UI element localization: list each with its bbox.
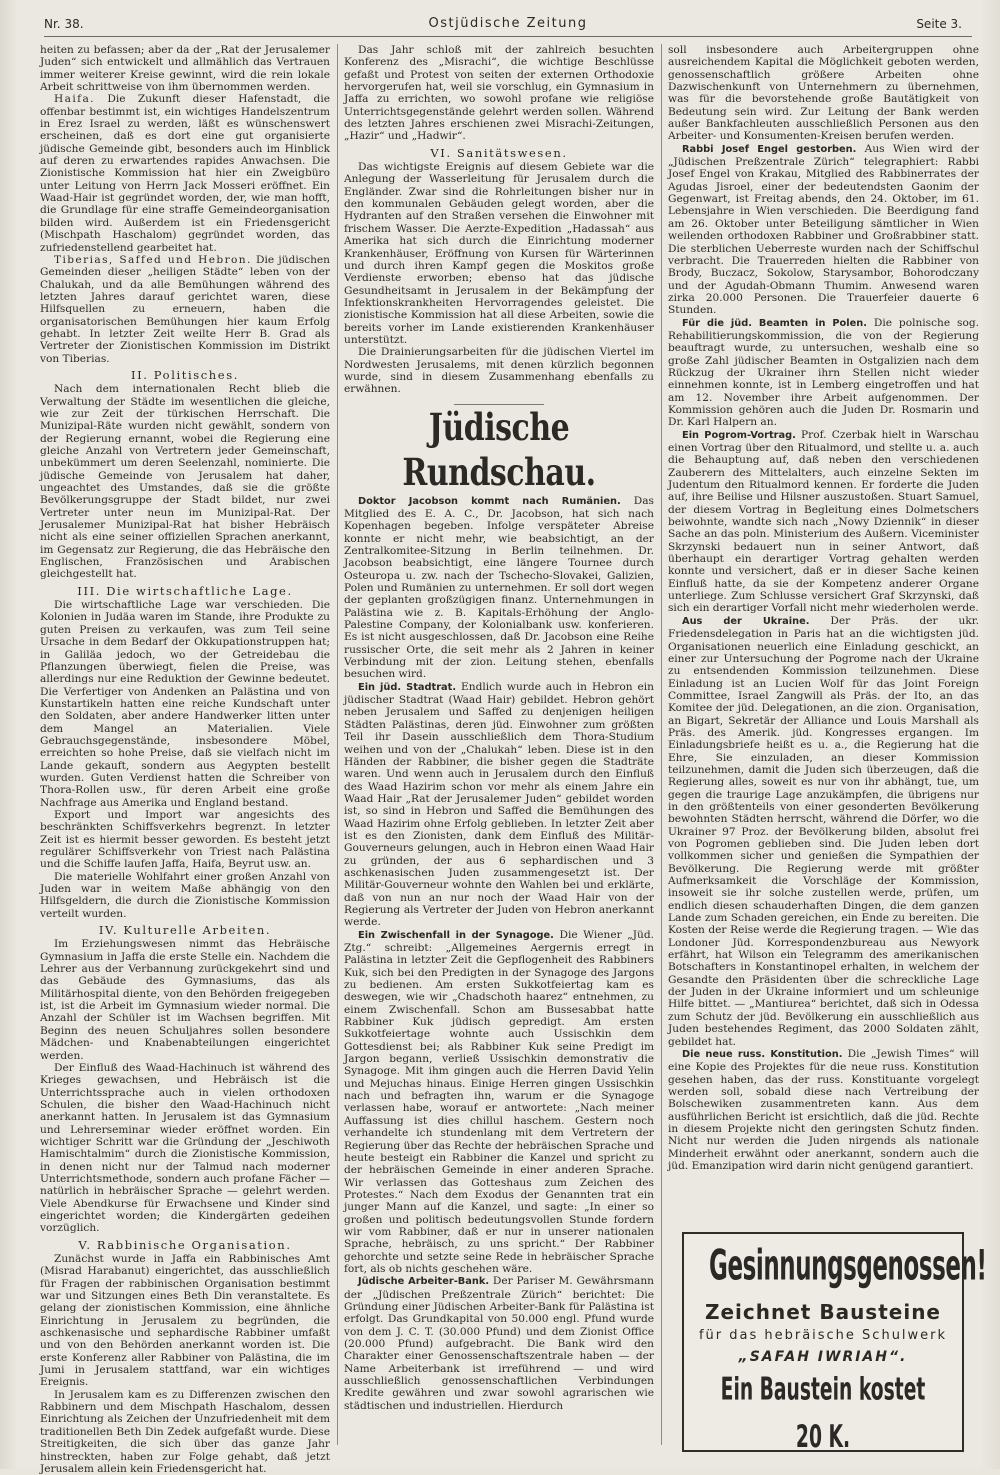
news-item: Aus der Ukraine. Der Präs. der ukr. Friedensdelegation in Paris hat an die wichtigsten jüd. Organisationen neuerlich eine Einladung geschickt, an einer zur Untersuchung der Pogrome nach der Ukraine zu entsendenden Kommission teilzunehmen. Diese Einladung ist an Lucien Wolf für das Joint Foreign Committee, Israel Zangwill als Präs. der Ito, an das Komitee der jüd. Delegationen, an die zion. Organisation, an Bigart, Sekretär der Alliance und Louis Marshall als Präs. des Amerik. jüd. Kongresses ergangen. Im Einladungsbriefe heißt es u. a., die Regierung hat die Ehre, Sie einzuladen, an dieser Kommission teilzunehmen, damit die Juden sich überzeugen, daß die Regierung alles, soweit es nur von ihr abhängt, tue, um gegen die traurige Lage anzukämpfen, die übrigens nur in den größtenteils von einer gesonderten Bevölkerung bewohnten Städten herrscht, während die Dörfer, wo die Ukrainer 97 Proz. der Bevölkerung bilden, absolut frei von Pogromen geblieben sind. Die Juden leben dort vollkommen sicher und genießen die Sympathien der Bevölkerung. Die Regierung werde mit größter Aufmerksamkeit die Vorschläge der Kommission, insoweit sie ihr solche zustellen werde, prüfen, um endlich diesen schauderhaften Dingen, die dem ganzen Lande zum Schaden gereichen, ein Ende zu bereiten. Die Kosten der Reise werde die Regierung tragen. — Wie das Londoner Jüd. Korrespondenzbureau aus Newyork erfährt, hat Wilson ein Telegramm des amerikanischen Botschafters in Konstantinopel erhalten, in welchem der Gesandte den Präsidenten über die schreckliche Lage der Juden in der Ukraine informiert und um schleunige Hilfe bittet. — „Mantiurea“ berichtet, daß sich in Odessa zum Schutz der jüd. Bevölkerung ein ausschließlich aus Juden bestehendes Regiment, das 2000 Soldaten zählt, gebildet hat. (668, 614, 980, 1048)
news-headline: Aus der Ukraine. (682, 615, 810, 627)
column-3 (668, 44, 979, 1221)
paragraph: Das wichtigste Ereignis auf diesem Gebiete war die Anlegung der Wasserleitung für Jerusalem durch die Engländer. Zwar sind die Rohrleitungen bisher nur in den kommunalen Gebäuden gelegt worden, aber die Hydranten auf den Straßen versehen die Einwohner mit frischem Wasser. Die Aerzte-Expedition „Hadassah“ aus Amerika hat sich durch die Einrichtung moderner Krankenhäuser, Eröffnung von Kursen für Wärterinnen und durch ihren Kampf gegen die Moskitos große Verdienste erworben; ebenso hat das jüdische Gesundheitsamt in Jerusalem in der Bekämpfung der Infektionskrankheiten Hervorragendes geleistet. Die zionistische Kommission hat all diese Arbeiten, sowie die bereits vorher im Lande existierenden Krankenhäuser unterstützt. (344, 161, 654, 346)
column-1 (40, 44, 330, 1475)
ad-subheadline: Zeichnet Bausteine (704, 1300, 941, 1324)
section-masthead: Jüdische Rundschau. (402, 405, 596, 495)
paragraph-lead: Haifa. (54, 93, 95, 106)
news-item: Ein Pogrom-Vortrag. Prof. Czerbak hielt in Warschau einen Vortrag über den Ritualmord, und stellte u. a. auch die Behauptung auf, daß neben den verschiedenen Zauberern des Mittelalters, auch einzelne Sekten im Judentum den Ritualmord kennen. Er forderte die Juden auf, ihre Beilise und Hilsner auszustoßen. Stuart Samuel, der diesem Vortrag in Begleitung eines Dolmetschers beiwohnte, wandte sich nach „Nowy Dziennik“ in dieser Sache an das poln. Ministerium des Außern. Viceminister Skrzynski bedauert nun in seiner Antwort, daß überhaupt ein derartiger Vortrag gehalten werden konnte und versichert, daß er in dieser Sache keinen Einfluß hatte, da sie der Kompetenz anderer Organe unterliege. Zum Schlusse versichert Graf Skrzynski, daß sich ein derartiger Vorfall nicht mehr wiederholen werde. (668, 428, 980, 615)
news-headline: Ein Pogrom-Vortrag. (682, 429, 796, 441)
paragraph: Export und Import war angesichts des beschränkten Schiffsverkehrs begrenzt. In letzter Zeit ist es hiermit besser geworden. Es besteht jetzt regulärer Schiffsverkehr von Triest nach Palästina und die Schiffe laufen Jaffa, Haifa, Beyrut usw. an. (40, 808, 330, 871)
ad-name: „SAFAH IWRIAH“. (738, 1349, 908, 1365)
ad-text: für das hebräische Schulwerk (698, 1328, 948, 1343)
paragraph: Die wirtschaftliche Lage war verschieden. Die Kolonien in Judäa waren im Stande, ihre Produkte zu guten Preisen zu verkaufen, was zum Teil seine Ursache in dem Bedarf der Okkupationstruppen hat; in Galiläa jedoch, wo der Getreidebau die Pflanzungen überwiegt, fielen die Preise, was allerdings nur eine Reduktion der Gewinne bedeutet. Die Verfertiger von Andenken an Palästina und von Kunstartikeln hatten eine reiche Kundschaft unter den Soldaten, aber andere Handwerker litten unter dem Mangel an Materialien. Viele Gebrauchsgegenstände, insbesondere Möbel, erreichten so hohe Preise, daß sie vielfach nicht im Lande gekauft, sondern aus Aegypten bestellt wurden. Guten Verdienst hatten die Schreiber von Thora-Rollen usw., für deren Arbeit eine große Nachfrage aus Amerika und England bestand. (40, 599, 330, 809)
section-heading: III. Die wirtschaftliche Lage. (77, 583, 293, 598)
paragraph: Nach dem internationalen Recht blieb die Verwaltung der Städte im wesentlichen die gleiche, wie zur Zeit der türkischen Herrschaft. Die Munizipal-Räte wurden nicht gewählt, sondern von der Regierung ernannt, wobei die Regierung eine gleiche Anzahl von Vertretern jeder Gemeinschaft, unbekümmert um deren Seelenzahl, nominierte. Die jüdische Gemeinde von Jerusalem hat daher, ungeachtet des Umstandes, daß sie die größte Bevölkerungsgruppe der Stadt bildet, nur zwei Vertreter unter neun im Munizipal-Rat. Der Jerusalemer Munizipal-Rat hat bisher Hebräisch nicht als eine seiner offiziellen Sprachen anerkannt, im Gegensatz zur Regierung, die das Hebräische den Englischen, Französischen und Arabischen gleichgestellt hat. (40, 383, 330, 581)
news-headline: Die neue russ. Konstitution. (682, 1048, 843, 1060)
page-number: Seite 3. (916, 17, 962, 31)
paragraph: Die Drainierungsarbeiten für die jüdischen Viertel im Nordwesten Jerusalems, mit denen kürzlich begonnen wurde, sind in diesem Zusammenhang ebenfalls zu erwähnen. (344, 346, 654, 396)
section-heading: VI. Sanitätswesen. (430, 145, 568, 160)
column-2 (344, 44, 654, 1453)
page-header (44, 14, 972, 37)
news-headline: Ein jüd. Stadtrat. (358, 681, 457, 693)
news-item: Jüdische Arbeiter-Bank. Der Pariser M. Gewährsmann der „Jüdischen Preßzentrale Zürich“ berichtet: Die Gründung einer Jüdischen Arbeiter-Bank für Palästina ist erfolgt. Das Grundkapital von 50.000 engl. Pfund wurde von dem J. C. T. (30.000 Pfund) und dem Zionist Office (20.000 Pfund) aufgebracht. Die Bank wird den Charakter einer Genossenschaftszentrale haben — der Name Arbeiterbank ist irreführend — und wird ausschließlich genossenschaftlichen Verbindungen Kredite gewähren und zwar sowohl agrarischen wie städtischen und industriellen. Hierdurch (344, 1275, 654, 1412)
news-item: Ein jüd. Stadtrat. Endlich wurde auch in Hebron ein jüdischer Stadtrat (Waad Hair) gebildet. Hebron gehört neben Jerusalem und Saffed zu denjenigen heiligen Städten Palästinas, deren jüd. Einwohner zum größten Teil ihr Dasein ausschließlich dem Thora-Studium weihen und von der „Chalukah“ leben. Diese ist in den Händen der Rabbiner, die bisher gegen die Stadträte waren. Und wenn auch in Jerusalem durch den Einfluß des Waad Hazirim schon vor mehr als einem Jahre ein Waad Hair „Rat der Jerusalemer Juden“ gebildet worden ist, so sind in Hebron und Saffed die Bemühungen des Waad Hazirim ohne Erfolg geblieben. In letzter Zeit aber ist es den Zionisten, dank dem Einfluß des Militär-Gouverneurs gelungen, auch in Hebron einen Waad Hair zu gründen, der aus 6 sephardischen und 3 aschkenasischen Juden zusammengesetzt ist. Der Militär-Gouverneur wohnte den Wahlen bei und erklärte, daß von nun an nur noch der Waad Hair von der Regierung als Vertreter der Juden von Hebron anerkannt werde. (344, 680, 654, 929)
paragraph: Das Jahr schloß mit der zahlreich besuchten Konferenz des „Misrachi“, die wichtige Beschlüsse gefaßt und Protest von seiten der externen Orthodoxie hervorgerufen hat, weil sie vorschlug, ein Gymnasium in Jaffa zu errichten, wo sowohl profane wie religiöse Unterrichtsgegenstände gelehrt werden sollen. Während des letzten Jahres erschienen zwei Misrachi-Zeitungen, „Hazir“ und „Hadwir“. (344, 44, 654, 143)
issue-number: Nr. 38. (44, 17, 84, 31)
news-item: Doktor Jacobson kommt nach Rumänien. Das Mitglied des E. A. C., Dr. Jacobson, hat sich nach Kopenhagen begeben. Infolge verspäteter Abreise konnte er nicht mehr, wie beabsichtigt, an der Zentralkomitee-Sitzung in Berlin teilnehmen. Dr. Jacobson beabsichtigt, eine längere Tournee durch Osteuropa u. zw. nach der Tschecho-Slovakei, Galizien, Polen und Rumänien zu unternehmen. Er soll dort wegen der geplanten großzügigen finanz. Unternehmungen in Palästina wie z. B. Kapitals-Erhöhung der Anglo-Palestine Company, der Kolonialbank usw. konferieren. Es ist nicht ausgeschlossen, daß Dr. Jacobson eine Reihe russischer Orte, die seit mehr als 2 Jahren in keiner Verbindung mit der zion. Leitung stehen, ebenfalls besuchen wird. (344, 494, 654, 681)
news-headline: Ein Zwischenfall in der Synagoge. (358, 929, 554, 941)
ad-price: Ein Baustein kostet 20 K. (720, 1373, 926, 1456)
column-divider (661, 44, 662, 1445)
paragraph-lead: Tiberias, Saffed und Hebron. (54, 253, 252, 266)
news-item: Rabbi Josef Engel gestorben. Aus Wien wird der „Jüdischen Preßzentrale Zürich“ telegraphiert: Rabbi Josef Engel von Krakau, Mitglied des Rabbinerrates der Agudas Jisroel, einer der bedeutendsten Gaonim der Gegenwart, ist Freitag abends, den 24. Oktober, im 61. Lebensjahre in Wien verschieden. Die Beerdigung fand am 26. Oktober unter Beteiligung sämtlicher in Wien weilenden orthodoxen Rabbiner und Großrabbiner statt. Die sterblichen Ueberreste wurden nach der Schiffschul verbracht. Die Trauerreden hielten die Rabbiner von Brody, Buczacz, Sokolow, Starysambor, Bohorodczany und der Agudah-Obmann Thumim. Anwesend waren zirka 20.000 Personen. Die Trauerfeier dauerte 6 Stunden. (668, 142, 980, 317)
news-item: Ein Zwischenfall in der Synagoge. Die Wiener „Jüd. Ztg.“ schreibt: „Allgemeines Aergernis erregt in Palästina in letzter Zeit die Gepflogenheit des Rabbiners Kuk, sich bei den Predigten in der Synagoge des Jargons zu bedienen. Am ersten Sukkotfeiertag kam es deswegen, wie wir „Chadschoth haarez“ entnehmen, zu einem Zwischenfall. Schon am Bussesabbat hatte Rabbiner Kuk jüdisch gepredigt. Am ersten Sukkotfeiertage wohnte auch Ussischkin dem Gottesdienst bei; als Rabbiner Kuk seine Predigt im Jargon begann, verließ Ussischkin demonstrativ die Synagoge. Mit ihm gingen auch die Herren David Yelin und Mejuchas hinaus. Einige Herren gingen Ussischkin nach und befragten ihn, warum er die Synagoge verlassen habe, worauf er antwortete: „Nach meiner Auffassung ist dies chillul haschem. Gestern noch verhandelte ich stundenlang mit dem Vertretern der Regierung über das Rechte der hebräischen Sprache und heute besteigt ein Rabbiner die Kanzel und spricht zu der hebräischen Gemeinde in einer anderen Sprache. Wir verlassen das Gotteshaus zum Zeichen des Protestes.“ Nach dem Exodus der Genannten trat ein junger Mann auf die Kanzel, und sagte: „In einer so großen und politisch bedeutungsvollen Stunde fordern wir vom Rabbiner, daß er nur in unserer nationalen Sprache, hebräisch, zu uns spricht.“ Der Rabbiner gehorchte und setzte seine Rede in hebräischer Sprache fort, als ob nichts geschehen wäre. (344, 928, 654, 1275)
paragraph: Zunächst wurde in Jaffa ein Rabbinisches Amt (Misrad Harabanut) eingerichtet, das ausschließlich für Fragen der rabbinischen Organisation bestimmt war und Sitzungen eines Beth Din veranstaltete. Es gelang der zionistischen Kommission, eine ähnliche Einrichtung in Jerusalem zu begründen, die aschkenasische und sephardische Rabbiner umfaßt und von den Behörden anerkannt worden ist. Die erste Konferenz aller Rabbiner von Palästina, die im Jumi in Jerusalem stattfand, war ein wichtiges Ereignis. (40, 1253, 330, 1389)
news-headline: Rabbi Josef Engel gestorben. (682, 143, 857, 155)
column-divider (337, 44, 338, 1445)
paragraph: Haifa. Die Zukunft dieser Hafenstadt, die offenbar bestimmt ist, ein wichtiges Handelszentrum in Erez Israel zu werden, läßt es wünschenswert erscheinen, daß es dort eine gut organisierte jüdische Gemeinde gibt, besonders auch im Hinblick auf deren zu erwartendes rapides Anwachsen. Die Zionistische Kommission hat hier ein Zweigbüro unter Leitung von Herrn Jack Mosseri eröffnet. Ein Waad-Hair ist gegründet worden, der, wie man hofft, die Grundlage für eine straffe Gemeindeorganisation bilden wird. Außerdem ist ein Friedensgericht (Mischpath Haschalom) gegründet worden, das zufriedenstellend gearbeitet hat. (40, 93, 330, 254)
paragraph: heiten zu befassen; aber da der „Rat der Jerusalemer Juden“ sich entwickelt und allmählich das Vertrauen immer weiterer Kreise gewinnt, wird die rein lokale Arbeit schrittweise von ihm übernommen werden. (40, 44, 330, 94)
news-item: Für die jüd. Beamten in Polen. Die polnische sog. Rehabilitierungskommission, die von der Regierung beauftragt wurde, zu untersuchen, weshalb eine so große Zahl jüdischer Beamten in Ostgalizien nach dem Rückzug der Ukrainer ihrn Stellen nicht wieder einnehmen konnte, ist in Lemberg eingetroffen und hat am 12. November ihre Arbeit aufgenommen. Der Kommission gehören auch die Juden Dr. Rosmarin und Dr. Karl Halpern an. (668, 316, 979, 429)
paragraph: In Jerusalem kam es zu Differenzen zwischen den Rabbinern und dem Mischpath Haschalom, dessen Einrichtung als Zeichen der Unzufriedenheit mit dem traditionellen Beth Din Zedek aufgefaßt wurde. Diese Streitigkeiten, die sich über das ganze Jahr hinstreckten, haben zur Folge gehabt, daß jetzt Jerusalem allein kein Friedensgericht hat. (40, 1388, 330, 1475)
paragraph: Die materielle Wohlfahrt einer großen Anzahl von Juden war in weitem Maße abhängig von den Hilfsgeldern, die durch die Zionistische Kommission verteilt wurden. (40, 870, 330, 920)
news-headline: Doktor Jacobson kommt nach Rumänien. (358, 495, 621, 507)
divider (454, 404, 544, 405)
advertisement-box (682, 1232, 987, 1456)
news-headline: Jüdische Arbeiter-Bank. (358, 1276, 490, 1288)
section-heading: II. Politisches. (131, 367, 239, 382)
paragraph: Im Erziehungswesen nimmt das Hebräische Gymnasium in Jaffa die erste Stelle ein. Nachdem die Lehrer aus der Verbannung zurückgekehrt sind und das Gebäude des Gymnasiums, das als Militärhospital diente, von den Behörden freigegeben ist, ist die Arbeit im Gymnasium wieder normal. Die Anzahl der Schüler ist im Wachsen begriffen. Mit Beginn des neuen Schuljahres sollen besondere Mädchen- und Knabenabteilungen eingerichtet werden. (40, 938, 330, 1062)
section-heading: V. Rabbinische Organisation. (78, 1237, 292, 1252)
paragraph: Tiberias, Saffed und Hebron. Die jüdischen Gemeinden dieser „heiligen Städte“ leben von der Chalukah, und da alle Bemühungen während des letzten Jahres darauf gerichtet waren, diese Hilfsquellen zu erneuern, haben die organisatorischen Bemühungen hier kaum Erfolg gehabt. In letzter Zeit weilte Herr B. Grad als Vertreter der Zionistischen Kommission im Distrikt von Tiberias. (40, 253, 330, 365)
ad-headline: Gesinnungsgenossen! (709, 1240, 987, 1290)
paragraph: soll insbesondere auch Arbeitergruppen ohne ausreichendem Kapital die Möglichkeit geboten werden, genossenschaftlich größere Arbeiten ohne Dazwischenkunft von Unternehmern zu übernehmen, was für die bevorstehende große Bautätigkeit von Bedeutung sein wird. Zur Leitung der Bank werden außer Bankfachleuten ausschließlich Personen aus den Arbeiter- und Konsumenten-Kreisen berufen werden. (668, 44, 979, 143)
newspaper-title: Ostjüdische Zeitung (428, 16, 588, 31)
news-headline: Für die jüd. Beamten in Polen. (682, 317, 867, 329)
paragraph: Der Einfluß des Waad-Hachinuch ist während des Krieges gewachsen, und Hebräisch ist die Unterrichtssprache auch in vielen orthodoxen Schulen, die bisher den Waad-Hachinuch nicht anerkannt hatten. In Jerusalem ist das Gymnasium und Lehrerseminar wieder eröffnet worden. Ein wichtiger Schritt war die Gründung der „Jeschiwoth Hamischtalmim“ durch die Zionistische Kommission, in denen nicht nur der Talmud nach moderner Unterrichtsmethode, sondern auch profane Fächer — natürlich in hebräischer Sprache — gelehrt werden. Viele Abendkurse für Erwachsene und Kinder sind eingerichtet worden; die Kindergärten gedeihen vorzüglich. (40, 1061, 330, 1235)
news-item: Die neue russ. Konstitution. Die „Jewish Times“ will eine Kopie des Projektes für die neue russ. Konstitution gesehen haben, das der russ. Konstituante vorgelegt werden soll, sobald diese nach Vertreibung der Bolschewiken zusammentreten kann. Aus dem ausführlichen Bericht ist ersichtlich, daß die jüd. Rechte in diesem Projekte nicht den geringsten Schutz finden. Nicht nur werden die Juden nirgends als nationale Minderheit erwähnt oder anerkannt, sondern auch die jüd. Emanzipation wird darin nicht genügend garantiert. (668, 1047, 979, 1172)
section-heading: IV. Kulturelle Arbeiten. (98, 923, 272, 938)
